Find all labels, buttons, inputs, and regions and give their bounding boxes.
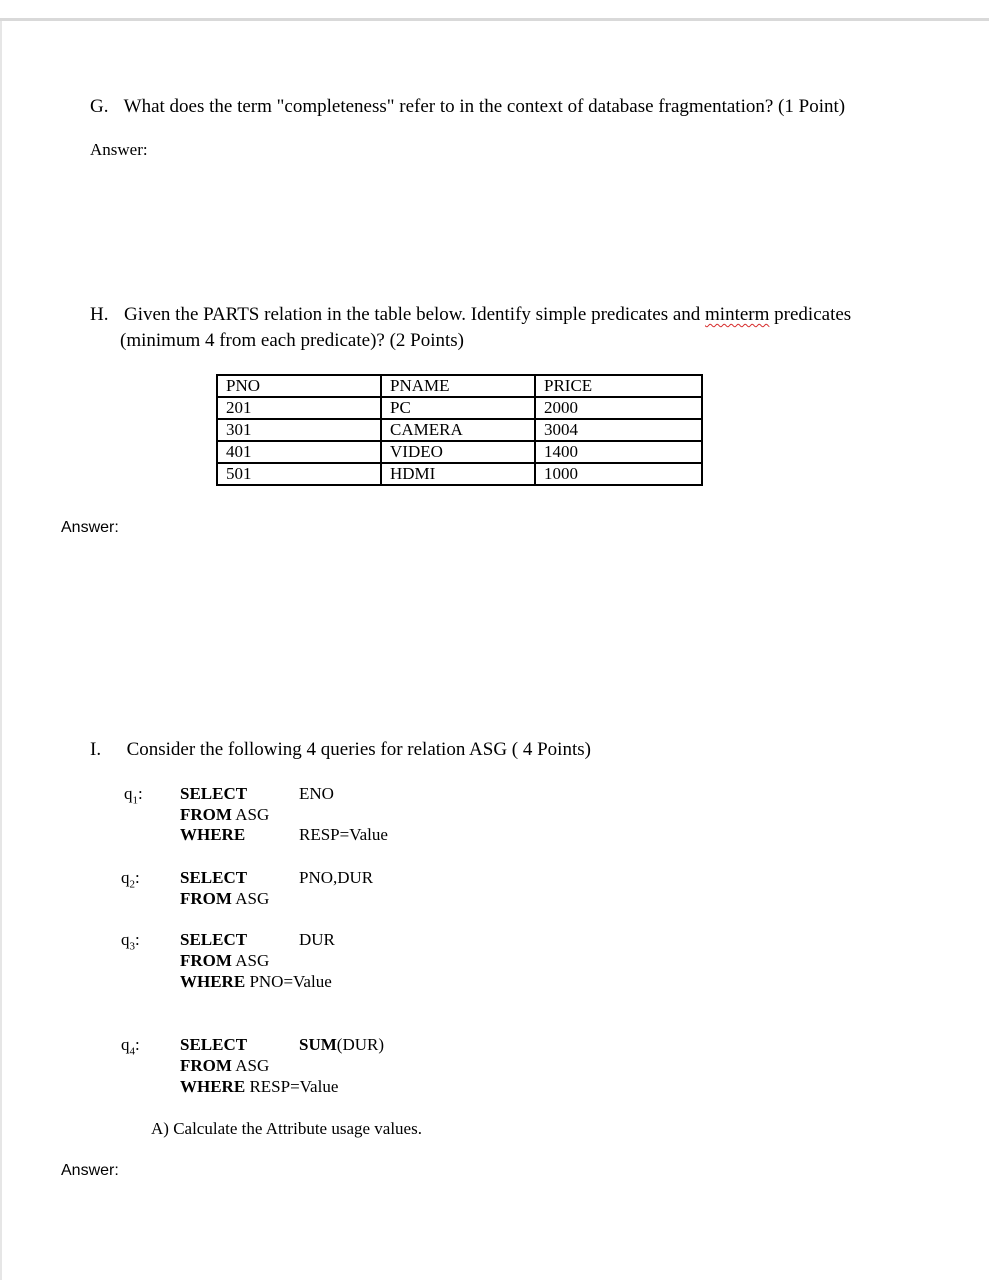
query-1-where-value: RESP=Value	[299, 825, 388, 844]
table-header-price: PRICE	[535, 375, 702, 397]
table-cell: PC	[381, 397, 535, 419]
question-i-subquestion-a: A) Calculate the Attribute usage values.	[151, 1119, 422, 1138]
question-h-text-line2: (minimum 4 from each predicate)? (2 Points)	[120, 330, 465, 351]
question-h-label: H.	[90, 304, 109, 325]
table-cell: 401	[217, 441, 381, 463]
query-4-from: FROM ASG	[180, 1056, 270, 1075]
table-cell: 501	[217, 463, 381, 485]
query-3-label: $q_3$:	[121, 930, 140, 953]
table-cell: 201	[217, 397, 381, 419]
table-cell: 3004	[535, 419, 702, 441]
question-g-answer-label: Answer:	[90, 140, 148, 159]
question-i-label: I.	[90, 739, 102, 760]
table-cell: 1000	[535, 463, 702, 485]
table-row	[217, 397, 702, 419]
table-cell: CAMERA	[381, 419, 535, 441]
query-3-select-value: DUR	[299, 930, 335, 949]
query-3-select-keyword: SELECT	[180, 930, 248, 949]
table-cell: 1400	[535, 441, 702, 463]
table-header-row	[217, 375, 702, 397]
question-g-label: G.	[90, 96, 109, 117]
query-4-where: WHERE RESP=Value	[180, 1077, 339, 1096]
query-3-where: WHERE PNO=Value	[180, 972, 332, 991]
table-row	[217, 441, 702, 463]
query-2-select-keyword: SELECT	[180, 868, 248, 887]
query-1-where-keyword: WHERE	[180, 825, 246, 844]
query-1-label: $q_1$:	[124, 784, 143, 807]
question-h-text: Given the PARTS relation in the table below. Identify simple predicates and	[123, 304, 706, 325]
parts-table	[216, 374, 703, 486]
question-h-text-end: predicates	[769, 304, 852, 325]
question-h-answer-label: Answer:	[61, 519, 119, 536]
table-cell: HDMI	[381, 463, 535, 485]
table-cell: VIDEO	[381, 441, 535, 463]
query-1-from: FROM ASG	[180, 805, 270, 824]
query-1-select-value: ENO	[299, 784, 334, 803]
question-i-text: Consider the following 4 queries for relation ASG ( 4 Points)	[126, 739, 591, 760]
page-left-border	[0, 21, 2, 1280]
table-header-pname: PNAME	[381, 375, 535, 397]
query-2-select-value: PNO,DUR	[299, 868, 374, 887]
query-4-label: $q_4$:	[121, 1035, 140, 1058]
table-cell: 2000	[535, 397, 702, 419]
table-row	[217, 463, 702, 485]
question-i-answer-label: Answer:	[61, 1162, 119, 1179]
query-2-from: FROM ASG	[180, 889, 270, 908]
question-h	[90, 304, 851, 326]
query-4-select-keyword: SELECT	[180, 1035, 248, 1054]
page-top-border	[0, 18, 989, 21]
question-g	[90, 96, 845, 118]
query-4-select-value: SUM(DUR)	[299, 1035, 384, 1054]
query-1-select-keyword: SELECT	[180, 784, 248, 803]
spellcheck-flagged-word[interactable]: minterm	[705, 304, 770, 325]
table-header-pno: PNO	[217, 375, 381, 397]
question-g-text: What does the term "completeness" refer to in the context of database fragmentation? (1 Point)	[123, 96, 846, 117]
question-i	[90, 739, 591, 761]
query-3-from: FROM ASG	[180, 951, 270, 970]
query-2-label: $q_2$:	[121, 868, 140, 891]
table-row	[217, 419, 702, 441]
table-cell: 301	[217, 419, 381, 441]
